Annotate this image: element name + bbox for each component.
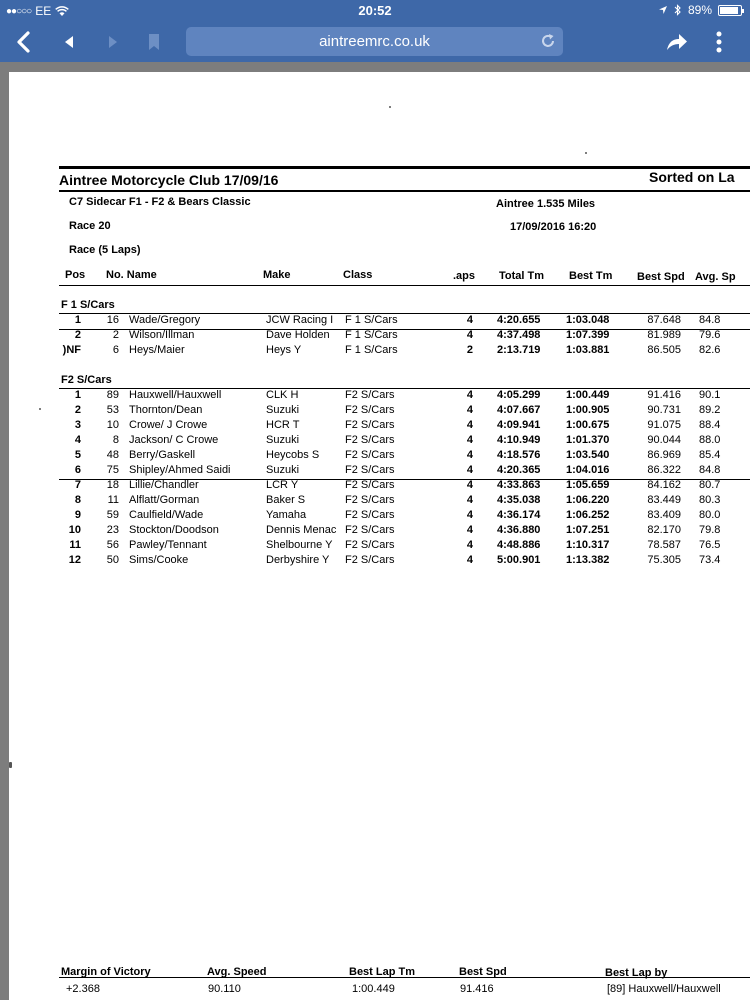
cell-make: Suzuki — [266, 464, 300, 476]
cell-class: F2 S/Cars — [345, 449, 395, 461]
cell-class: F2 S/Cars — [345, 539, 395, 551]
cell-class: F2 S/Cars — [345, 389, 395, 401]
cell-laps: 2 — [466, 344, 473, 356]
cell-spd: 87.648 — [647, 314, 681, 326]
cell-best: 1:10.317 — [566, 539, 610, 551]
best-lap-value: 1:00.449 — [352, 983, 395, 995]
cell-pos: 12 — [68, 554, 81, 566]
col-make: Make — [263, 269, 291, 281]
cell-class: F 1 S/Cars — [345, 314, 398, 326]
cell-best: 1:03.048 — [566, 314, 610, 326]
forward-arrow-icon[interactable] — [98, 28, 126, 56]
battery-percent: 89% — [687, 3, 712, 17]
cell-class: F2 S/Cars — [345, 404, 395, 416]
cell-class: F 1 S/Cars — [345, 344, 398, 356]
col-no-name: No. Name — [106, 269, 157, 281]
cell-spd: 83.409 — [647, 509, 681, 521]
cell-make: Yamaha — [266, 509, 307, 521]
cell-name: Wade/Gregory — [129, 314, 201, 326]
avg-speed-value: 90.110 — [208, 983, 241, 995]
cell-best: 1:05.659 — [566, 479, 610, 491]
signal-icon: ●●○○○ — [6, 5, 32, 17]
cell-class: F2 S/Cars — [345, 464, 395, 476]
cell-pos: 8 — [74, 494, 81, 506]
location-icon — [658, 5, 668, 15]
cell-avg: 85.4 — [699, 449, 721, 461]
best-by-value: [89] Hauxwell/Hauxwell — [607, 983, 721, 995]
cell-no: 16 — [106, 314, 119, 326]
cell-laps: 4 — [466, 524, 473, 536]
cell-total: 4:07.667 — [497, 404, 541, 416]
cell-make: Suzuki — [266, 404, 300, 416]
results-sheet — [9, 72, 750, 1000]
table-row — [9, 464, 750, 479]
table-row — [9, 419, 750, 434]
cell-best: 1:13.382 — [566, 554, 610, 566]
cell-name: Stockton/Doodson — [129, 524, 219, 536]
more-menu-icon[interactable] — [705, 28, 733, 56]
cell-laps: 4 — [466, 404, 473, 416]
margin-label: Margin of Victory — [61, 966, 151, 978]
cell-pos: 4 — [74, 434, 81, 446]
cell-avg: 79.8 — [699, 524, 721, 536]
cell-make: CLK H — [266, 389, 299, 401]
cell-pos: 11 — [69, 539, 81, 551]
cell-laps: 4 — [466, 419, 473, 431]
cell-laps: 4 — [466, 314, 473, 326]
cell-name: Pawley/Tennant — [129, 539, 207, 551]
cell-no: 11 — [107, 494, 119, 506]
cell-avg: 90.1 — [699, 389, 721, 401]
circuit-label: Aintree 1.535 Miles — [496, 198, 596, 210]
cell-avg: 84.8 — [699, 464, 721, 476]
cell-make: Shelbourne Y — [266, 539, 333, 551]
table-row — [9, 554, 750, 569]
cell-name: Caulfield/Wade — [129, 509, 204, 521]
cell-make: Dave Holden — [266, 329, 330, 341]
cell-avg: 79.6 — [699, 329, 721, 341]
cell-make: JCW Racing I — [266, 314, 334, 326]
cell-spd: 78.587 — [647, 539, 681, 551]
table-row — [9, 494, 750, 509]
browser-toolbar — [0, 22, 750, 62]
group-f2-label: F2 S/Cars — [61, 374, 112, 386]
cell-class: F 1 S/Cars — [345, 329, 398, 341]
cell-spd: 90.731 — [647, 404, 681, 416]
cell-laps: 4 — [466, 479, 473, 491]
col-best-tm: Best Tm — [569, 270, 613, 282]
cell-name: Shipley/Ahmed Saidi — [129, 464, 231, 476]
race-datetime: 17/09/2016 16:20 — [510, 221, 597, 233]
back-chevron-icon[interactable] — [10, 28, 38, 56]
cell-name: Alflatt/Gorman — [129, 494, 200, 506]
cell-spd: 91.075 — [647, 419, 681, 431]
bluetooth-icon — [674, 4, 682, 16]
cell-no: 10 — [106, 419, 119, 431]
cell-spd: 91.416 — [647, 389, 681, 401]
cell-name: Sims/Cooke — [129, 554, 189, 566]
best-spd-label: Best Spd — [459, 966, 507, 978]
cell-total: 4:36.880 — [497, 524, 541, 536]
table-row — [9, 449, 750, 464]
bookmark-icon[interactable] — [140, 28, 168, 56]
cell-best: 1:00.905 — [566, 404, 610, 416]
cell-avg: 80.7 — [699, 479, 721, 491]
url-text: aintreemrc.co.uk — [319, 33, 430, 50]
margin-value: +2.368 — [66, 983, 100, 995]
cell-name: Lillie/Chandler — [129, 479, 199, 491]
cell-no: 23 — [106, 524, 119, 536]
cell-make: Dennis Menac — [266, 524, 337, 536]
cell-laps: 4 — [466, 449, 473, 461]
cell-make: Baker S — [266, 494, 306, 506]
table-row — [9, 509, 750, 524]
cell-best: 1:03.881 — [566, 344, 610, 356]
cell-pos: 2 — [74, 404, 81, 416]
cell-pos: 3 — [74, 419, 81, 431]
cell-class: F2 S/Cars — [345, 434, 395, 446]
cell-avg: 76.5 — [699, 539, 721, 551]
cell-avg: 89.2 — [699, 404, 721, 416]
cell-laps: 4 — [466, 329, 473, 341]
cell-make: Heys Y — [266, 344, 302, 356]
table-row — [9, 389, 750, 404]
cell-best: 1:06.220 — [566, 494, 610, 506]
race-number: Race 20 — [69, 220, 111, 232]
cell-best: 1:07.399 — [566, 329, 610, 341]
cell-no: 75 — [106, 464, 119, 476]
col-total: Total Tm — [499, 270, 545, 282]
cell-laps: 4 — [466, 434, 473, 446]
cell-avg: 88.4 — [699, 419, 721, 431]
cell-make: HCR T — [266, 419, 300, 431]
clock: 20:52 — [358, 3, 392, 18]
share-icon[interactable] — [662, 28, 690, 56]
cell-make: Derbyshire Y — [266, 554, 330, 566]
pdf-page — [9, 72, 750, 1000]
cell-make: Suzuki — [266, 434, 300, 446]
table-row — [9, 344, 750, 359]
cell-no: 2 — [112, 329, 119, 341]
cell-make: LCR Y — [266, 479, 299, 491]
cell-spd: 86.505 — [647, 344, 681, 356]
cell-no: 89 — [106, 389, 119, 401]
best-spd-value: 91.416 — [460, 983, 494, 995]
cell-avg: 82.6 — [699, 344, 721, 356]
cell-spd: 82.170 — [647, 524, 681, 536]
cell-spd: 90.044 — [647, 434, 681, 446]
cell-spd: 86.322 — [647, 464, 681, 476]
cell-total: 4:18.576 — [497, 449, 541, 461]
best-by-label: Best Lap by — [605, 967, 668, 979]
status-right — [658, 3, 742, 17]
cell-total: 4:05.299 — [497, 389, 541, 401]
cell-total: 4:35.038 — [497, 494, 541, 506]
cell-spd: 83.449 — [647, 494, 681, 506]
avg-speed-label: Avg. Speed — [207, 966, 267, 978]
cell-no: 48 — [106, 449, 119, 461]
cell-no: 6 — [112, 344, 119, 356]
cell-pos: 1 — [74, 389, 81, 401]
cell-pos: 10 — [68, 524, 81, 536]
col-class: Class — [343, 269, 373, 281]
cell-best: 1:01.370 — [566, 434, 610, 446]
cell-laps: 4 — [466, 464, 473, 476]
cell-spd: 86.969 — [647, 449, 681, 461]
carrier-label: EE — [35, 4, 52, 18]
cell-pos: 9 — [74, 509, 81, 521]
cell-best: 1:06.252 — [566, 509, 610, 521]
cell-pos: 1 — [74, 314, 81, 326]
cell-spd: 75.305 — [647, 554, 681, 566]
cell-avg: 80.0 — [699, 509, 721, 521]
cell-spd: 81.989 — [647, 329, 681, 341]
cell-total: 4:48.886 — [497, 539, 541, 551]
address-bar[interactable] — [186, 27, 563, 56]
cell-no: 18 — [106, 479, 119, 491]
event-title: C7 Sidecar F1 - F2 & Bears Classic — [69, 196, 251, 208]
cell-make: Heycobs S — [266, 449, 320, 461]
cell-total: 4:20.655 — [497, 314, 541, 326]
cell-total: 4:33.863 — [497, 479, 541, 491]
cell-total: 4:10.949 — [497, 434, 541, 446]
pdf-viewer[interactable] — [0, 62, 750, 1000]
group-f1-label: F 1 S/Cars — [61, 299, 115, 311]
race-laps: Race (5 Laps) — [69, 244, 141, 256]
cell-no: 53 — [106, 404, 119, 416]
cell-best: 1:07.251 — [566, 524, 610, 536]
cell-total: 2:13.719 — [497, 344, 541, 356]
cell-pos: )NF — [62, 344, 81, 356]
cell-total: 4:37.498 — [497, 329, 541, 341]
club-title: Aintree Motorcycle Club 17/09/16 — [59, 172, 279, 188]
best-lap-label: Best Lap Tm — [349, 966, 416, 978]
table-row — [9, 404, 750, 419]
cell-total: 5:00.901 — [497, 554, 541, 566]
cell-name: Hauxwell/Hauxwell — [129, 389, 222, 401]
cell-avg: 88.0 — [699, 434, 721, 446]
table-row — [9, 329, 750, 344]
sorted-label: Sorted on La — [649, 169, 735, 185]
table-row — [9, 479, 750, 494]
cell-class: F2 S/Cars — [345, 494, 395, 506]
cell-no: 56 — [106, 539, 119, 551]
cell-class: F2 S/Cars — [345, 509, 395, 521]
cell-total: 4:20.365 — [497, 464, 541, 476]
table-row — [9, 434, 750, 449]
cell-no: 50 — [106, 554, 119, 566]
cell-class: F2 S/Cars — [345, 524, 395, 536]
cell-laps: 4 — [466, 389, 473, 401]
cell-class: F2 S/Cars — [345, 554, 395, 566]
cell-pos: 5 — [74, 449, 81, 461]
cell-laps: 4 — [466, 554, 473, 566]
cell-avg: 80.3 — [699, 494, 721, 506]
col-avg-spd: Avg. Sp — [695, 271, 736, 283]
cell-total: 4:09.941 — [497, 419, 541, 431]
cell-total: 4:36.174 — [497, 509, 541, 521]
col-best-spd: Best Spd — [637, 271, 685, 283]
cell-pos: 7 — [74, 479, 81, 491]
col-pos: Pos — [65, 269, 86, 281]
cell-name: Berry/Gaskell — [129, 449, 196, 461]
cell-name: Wilson/Illman — [129, 329, 195, 341]
cell-laps: 4 — [466, 494, 473, 506]
cell-laps: 4 — [466, 539, 473, 551]
cell-best: 1:03.540 — [566, 449, 610, 461]
cell-class: F2 S/Cars — [345, 419, 395, 431]
table-row — [9, 539, 750, 554]
cell-name: Heys/Maier — [129, 344, 185, 356]
cell-name: Crowe/ J Crowe — [129, 419, 208, 431]
cell-spd: 84.162 — [647, 479, 681, 491]
cell-best: 1:00.675 — [566, 419, 610, 431]
cell-pos: 6 — [74, 464, 81, 476]
cell-no: 59 — [106, 509, 119, 521]
reload-icon[interactable] — [539, 32, 557, 50]
cell-class: F2 S/Cars — [345, 479, 395, 491]
table-row — [9, 524, 750, 539]
cell-best: 1:04.016 — [566, 464, 610, 476]
table-row — [9, 314, 750, 329]
cell-no: 8 — [112, 434, 119, 446]
cell-best: 1:00.449 — [566, 389, 610, 401]
cell-pos: 2 — [74, 329, 81, 341]
back-arrow-icon[interactable] — [56, 28, 84, 56]
cell-avg: 84.8 — [699, 314, 721, 326]
col-laps: .aps — [453, 270, 476, 282]
battery-icon — [718, 5, 742, 16]
status-bar — [0, 0, 750, 22]
cell-avg: 73.4 — [699, 554, 721, 566]
cell-name: Jackson/ C Crowe — [129, 434, 219, 446]
cell-laps: 4 — [466, 509, 473, 521]
cell-name: Thornton/Dean — [129, 404, 203, 416]
